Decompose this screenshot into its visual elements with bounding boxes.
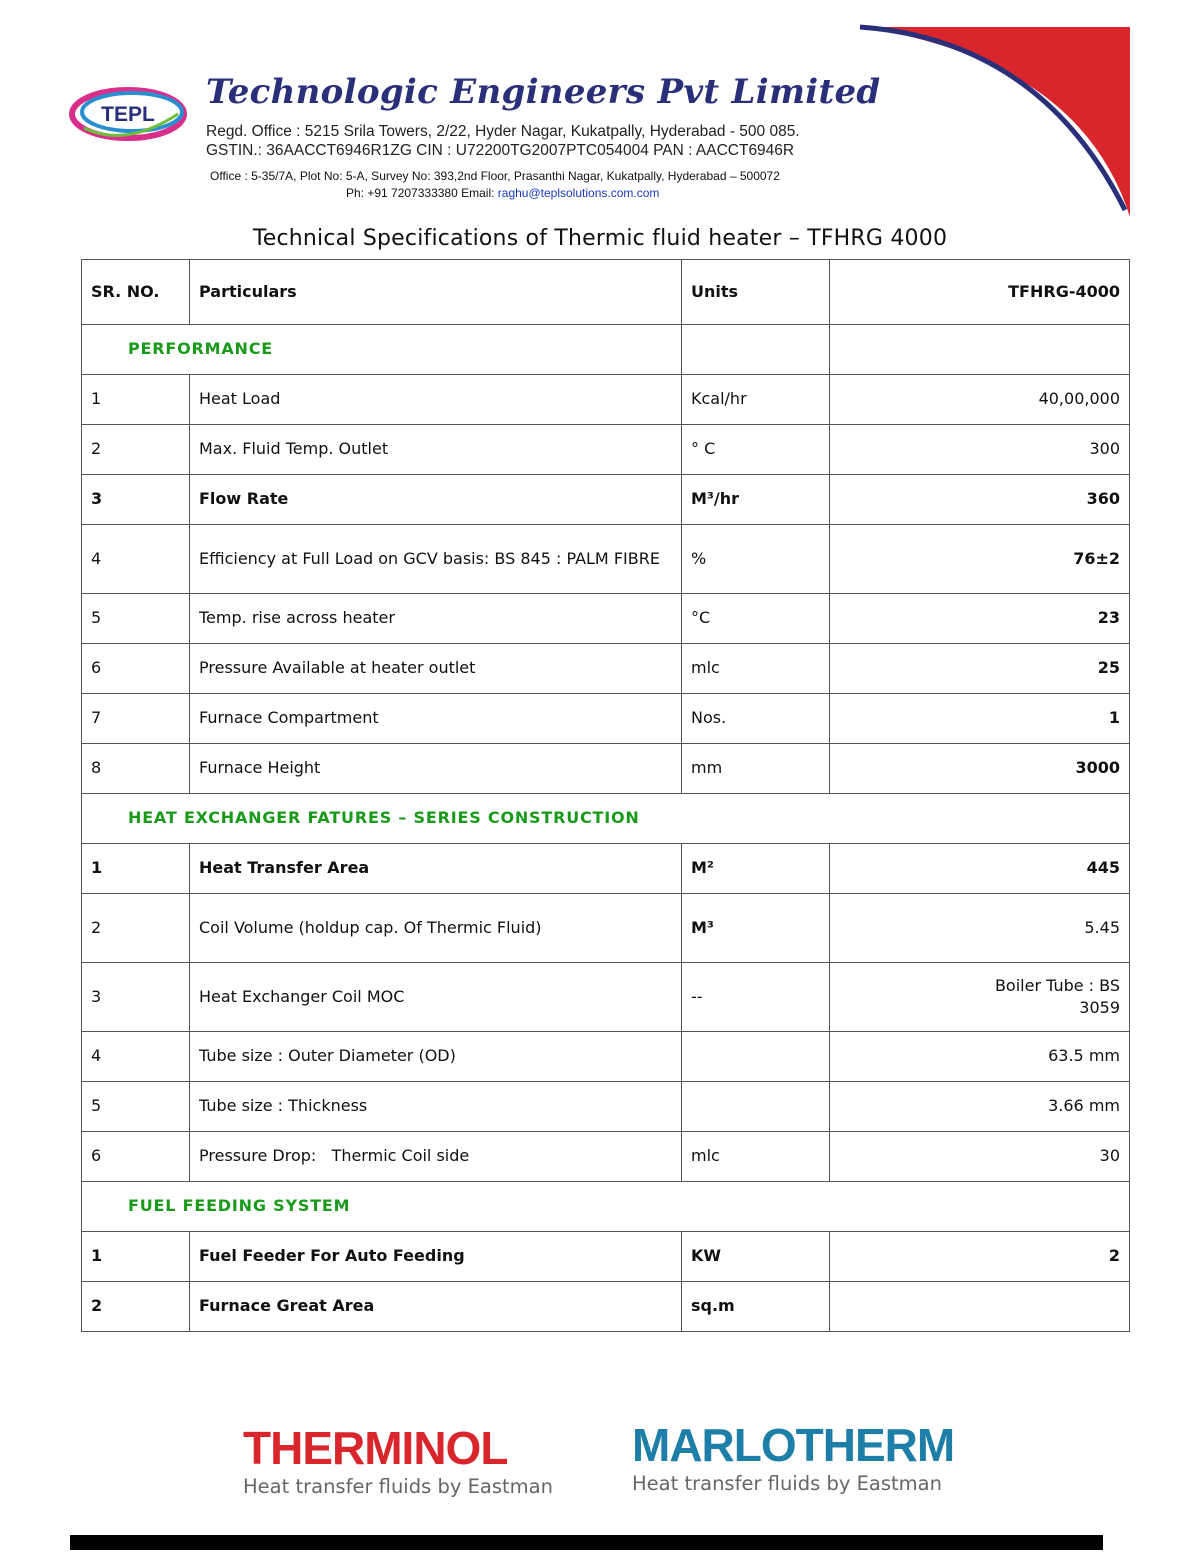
cell-particular: Efficiency at Full Load on GCV basis: BS 845 : PALM FIBRE — [190, 525, 682, 594]
cell-particular: Heat Transfer Area — [190, 844, 682, 894]
section-row-heat-exchanger — [82, 794, 1130, 844]
cell-value: 76±2 — [830, 525, 1130, 594]
header-units: Units — [682, 260, 830, 325]
cell-value — [830, 1282, 1130, 1332]
marlotherm-logo — [632, 1419, 955, 1495]
document-title: Technical Specifications of Thermic fluid heater – TFHRG 4000 — [252, 226, 948, 251]
section-row-fuel-feeding — [82, 1182, 1130, 1232]
cell-sr: 4 — [82, 1032, 190, 1082]
office-address: Office : 5-35/7A, Plot No: 5-A, Survey No: 393,2nd Floor, Prasanthi Nagar, Kukatpally, Hyderabad – 500072 — [210, 169, 780, 183]
cell-sr: 7 — [82, 694, 190, 744]
cell-particular: Heat Exchanger Coil MOC — [190, 963, 682, 1032]
table-row — [82, 375, 1130, 425]
table-row — [82, 1082, 1130, 1132]
cell-value: 1 — [830, 694, 1130, 744]
therminol-wordmark: THERMINOL — [243, 1422, 508, 1474]
cell-value: 25 — [830, 644, 1130, 694]
cell-unit: M³/hr — [682, 475, 830, 525]
contact-line — [346, 186, 659, 200]
cell-unit: KW — [682, 1232, 830, 1282]
table-row — [82, 425, 1130, 475]
cell-value: 5.45 — [830, 894, 1130, 963]
section-title: FUEL FEEDING SYSTEM — [82, 1182, 1130, 1232]
cell-value: 30 — [830, 1132, 1130, 1182]
cell-sr: 6 — [82, 1132, 190, 1182]
cell-value: 40,00,000 — [830, 375, 1130, 425]
cell-sr: 1 — [82, 844, 190, 894]
section-row-performance — [82, 325, 1130, 375]
email-link[interactable]: raghu@teplsolutions.com.com — [497, 186, 660, 200]
cell-value: 63.5 mm — [830, 1032, 1130, 1082]
cell-sr: 1 — [82, 375, 190, 425]
cell-unit: -- — [682, 963, 830, 1032]
cell-sr: 3 — [82, 475, 190, 525]
section-title: PERFORMANCE — [82, 325, 682, 375]
cell-sr: 1 — [82, 1232, 190, 1282]
registered-office: Regd. Office : 5215 Srila Towers, 2/22, Hyder Nagar, Kukatpally, Hyderabad - 500 085. — [206, 123, 800, 140]
cell-sr: 6 — [82, 644, 190, 694]
cell-particular: Tube size : Thickness — [190, 1082, 682, 1132]
empty-cell — [830, 325, 1130, 375]
cell-value: 3000 — [830, 744, 1130, 794]
table-row — [82, 1282, 1130, 1332]
cell-sr: 4 — [82, 525, 190, 594]
cell-particular: Tube size : Outer Diameter (OD) — [190, 1032, 682, 1082]
cell-unit: Kcal/hr — [682, 375, 830, 425]
cell-particular: Temp. rise across heater — [190, 594, 682, 644]
cell-sr: 2 — [82, 894, 190, 963]
cell-sr: 8 — [82, 744, 190, 794]
company-name: Technologic Engineers Pvt Limited — [206, 72, 881, 112]
cell-unit: M² — [682, 844, 830, 894]
cell-sr: 2 — [82, 1282, 190, 1332]
table-row — [82, 744, 1130, 794]
cell-unit: M³ — [682, 894, 830, 963]
table-row — [82, 694, 1130, 744]
cell-particular: Furnace Compartment — [190, 694, 682, 744]
table-row — [82, 644, 1130, 694]
cell-unit: mm — [682, 744, 830, 794]
footer-bar — [70, 1535, 1103, 1550]
marlotherm-tagline: Heat transfer fluids by Eastman — [632, 1472, 942, 1495]
therminol-tagline: Heat transfer fluids by Eastman — [243, 1475, 553, 1498]
cell-unit: mlc — [682, 644, 830, 694]
cell-unit — [682, 1082, 830, 1132]
cell-value: 3.66 mm — [830, 1082, 1130, 1132]
cell-sr: 5 — [82, 594, 190, 644]
header-model: TFHRG-4000 — [830, 260, 1130, 325]
cell-particular: Heat Load — [190, 375, 682, 425]
cell-particular: Coil Volume (holdup cap. Of Thermic Fluid) — [190, 894, 682, 963]
section-title: HEAT EXCHANGER FATURES – SERIES CONSTRUCTION — [82, 794, 1130, 844]
table-row — [82, 1032, 1130, 1082]
table-row — [82, 844, 1130, 894]
cell-sr: 3 — [82, 963, 190, 1032]
table-row — [82, 594, 1130, 644]
cell-sr: 2 — [82, 425, 190, 475]
svg-text:TEPL: TEPL — [101, 103, 155, 126]
cell-unit — [682, 1032, 830, 1082]
cell-unit: Nos. — [682, 694, 830, 744]
cell-particular: Flow Rate — [190, 475, 682, 525]
empty-cell — [682, 325, 830, 375]
spec-table — [81, 259, 1130, 1332]
cell-value: 360 — [830, 475, 1130, 525]
table-row — [82, 894, 1130, 963]
cell-unit: % — [682, 525, 830, 594]
therminol-logo — [243, 1422, 553, 1498]
cell-particular: Max. Fluid Temp. Outlet — [190, 425, 682, 475]
cell-unit: mlc — [682, 1132, 830, 1182]
cell-particular: Pressure Drop: Thermic Coil side — [190, 1132, 682, 1182]
header-sr-no: SR. NO. — [82, 260, 190, 325]
header-particulars: Particulars — [190, 260, 682, 325]
cell-unit: °C — [682, 594, 830, 644]
cell-particular: Fuel Feeder For Auto Feeding — [190, 1232, 682, 1282]
table-row — [82, 963, 1130, 1032]
cell-unit: ° C — [682, 425, 830, 475]
cell-value: Boiler Tube : BS 3059 — [830, 963, 1130, 1032]
cell-value: 300 — [830, 425, 1130, 475]
cell-unit: sq.m — [682, 1282, 830, 1332]
table-row — [82, 1232, 1130, 1282]
cell-particular: Pressure Available at heater outlet — [190, 644, 682, 694]
phone-text: Ph: +91 7207333380 Email: — [346, 186, 498, 200]
cell-particular: Furnace Height — [190, 744, 682, 794]
table-header-row — [82, 260, 1130, 325]
table-row — [82, 475, 1130, 525]
cell-value: 445 — [830, 844, 1130, 894]
table-row — [82, 525, 1130, 594]
tepl-logo — [66, 84, 190, 144]
cell-particular: Furnace Great Area — [190, 1282, 682, 1332]
cell-value: 2 — [830, 1232, 1130, 1282]
cell-sr: 5 — [82, 1082, 190, 1132]
gstin-cin-pan: GSTIN.: 36AACCT6946R1ZG CIN : U72200TG2007PTC054004 PAN : AACCT6946R — [206, 142, 795, 159]
table-row — [82, 1132, 1130, 1182]
cell-value: 23 — [830, 594, 1130, 644]
marlotherm-wordmark: MARLOTHERM — [632, 1419, 955, 1471]
